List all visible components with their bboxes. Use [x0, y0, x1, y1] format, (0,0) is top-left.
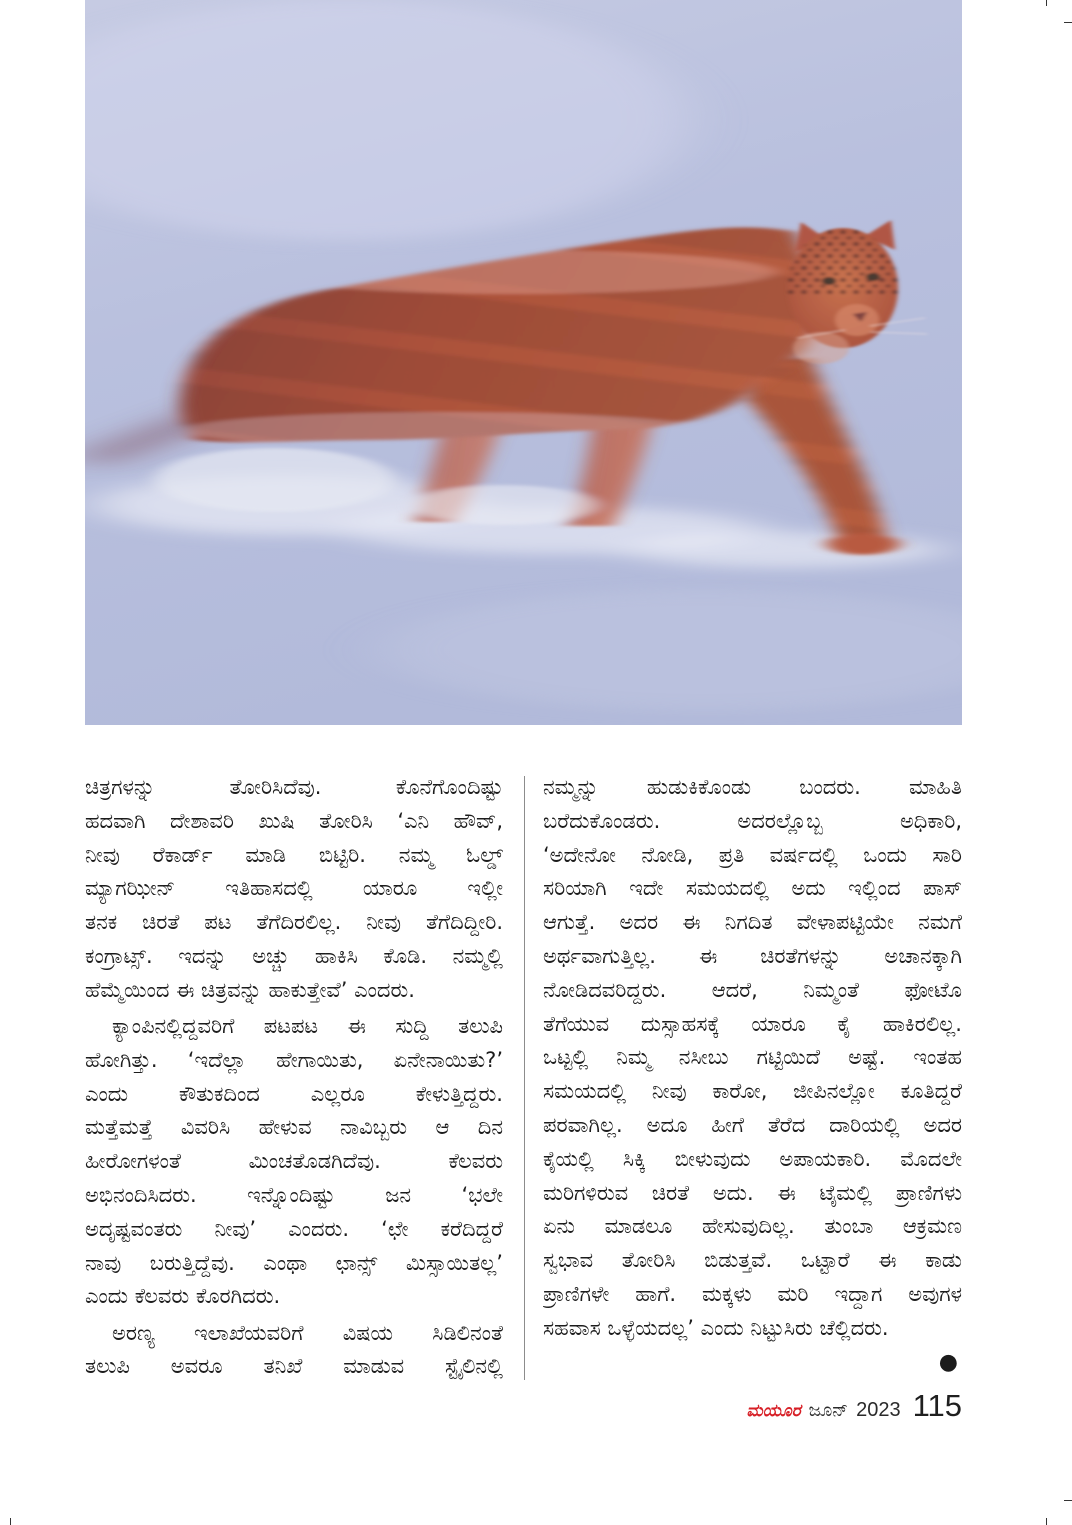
- paragraph: [85, 771, 503, 1008]
- text-line: ಅದೃಷ್ಟವಂತರು ನೀವು’ ಎಂದರು. ‘ಛೇ ಕರೆದಿದ್ದರೆ: [85, 1216, 503, 1241]
- text-column-left: [85, 771, 503, 1384]
- text-line: ಬರೆದುಕೊಂಡರು. ಅದರಲ್ಲೊಬ್ಬ ಅಧಿಕಾರಿ,: [543, 808, 962, 833]
- text-line: ನೋಡಿದವರಿದ್ದರು. ಆದರೆ, ನಿಮ್ಮಂತೆ ಫೋಟೊ: [543, 977, 962, 1002]
- text-line: ಒಟ್ಟಲ್ಲಿ ನಿಮ್ಮ ನಸೀಬು ಗಟ್ಟಿಯಿದೆ ಅಷ್ಟೆ. ಇಂತಹ: [543, 1045, 962, 1070]
- page-number: 115: [912, 1388, 962, 1423]
- text-line: ಹದವಾಗಿ ದೇಶಾವರಿ ಖುಷಿ ತೋರಿಸಿ ‘ಎನಿ ಹೌವ್,: [85, 808, 503, 833]
- text-line: ತಲುಪಿ ಅವರೂ ತನಿಖೆ ಮಾಡುವ ಸ್ಟೈಲಿನಲ್ಲಿ: [85, 1354, 503, 1379]
- crop-mark: [1046, 0, 1047, 6]
- text-line: ಚಿತ್ರಗಳನ್ನು ತೋರಿಸಿದೆವು. ಕೊನೆಗೊಂದಿಷ್ಟು: [85, 775, 503, 799]
- text-line: ಅರ್ಥವಾಗುತ್ತಿಲ್ಲ. ಈ ಚಿರತೆಗಳನ್ನು ಅಚಾನಕ್ಕಾಗಿ: [543, 943, 962, 968]
- text-line: ಸಮಯದಲ್ಲಿ ನೀವು ಕಾರೋ, ಜೀಪಿನಲ್ಲೋ ಕೂತಿದ್ದರೆ: [543, 1079, 962, 1104]
- issue-month: ಜೂನ್: [808, 1400, 849, 1421]
- text-line: ಏನು ಮಾಡಲೂ ಹೇಸುವುದಿಲ್ಲ. ತುಂಬಾ ಆಕ್ರಮಣ: [543, 1214, 962, 1239]
- magazine-logo: ಮಯೂರ: [746, 1401, 801, 1421]
- text-line: ಅರಣ್ಯ ಇಲಾಖೆಯವರಿಗೆ ವಿಷಯ ಸಿಡಿಲಿನಂತೆ: [112, 1320, 503, 1345]
- text-line: ಮತ್ತೆಮತ್ತೆ ವಿವರಿಸಿ ಹೇಳುವ ನಾವಿಬ್ಬರು ಆ ದಿನ: [85, 1115, 503, 1140]
- leopard-photo: [85, 0, 962, 725]
- crop-mark: [1064, 1500, 1072, 1501]
- text-line: ಸಹವಾಸ ಒಳ್ಳೆಯದಲ್ಲ’ ಎಂದು ನಿಟ್ಟುಸಿರು ಚೆಲ್ಲಿದರು.: [543, 1315, 889, 1340]
- text-line: ಆಗುತ್ತೆ. ಅದರ ಈ ನಿಗದಿತ ವೇಳಾಪಟ್ಟಿಯೇ ನಮಗೆ: [543, 910, 962, 935]
- text-line: ಎಂದು ಕೆಲವರು ಕೊರಗಿದರು.: [85, 1284, 281, 1309]
- text-line: ನಮ್ಮನ್ನು ಹುಡುಕಿಕೊಂಡು ಬಂದರು. ಮಾಹಿತಿ: [543, 775, 962, 799]
- text-line: ಕಂಗ್ರಾಟ್ಸ್. ಇದನ್ನು ಅಚ್ಚು ಹಾಕಿಸಿ ಕೊಡಿ. ನಮ್ಮಲ್ಲಿ: [85, 943, 503, 968]
- article-end-mark: ●: [938, 1349, 958, 1375]
- text-line: ಪರವಾಗಿಲ್ಲ. ಅದೂ ಹೀಗೆ ತೆರೆದ ದಾರಿಯಲ್ಲಿ ಅದರ: [543, 1112, 962, 1137]
- paragraph: [543, 771, 962, 1346]
- text-line: ಕೈಯಲ್ಲಿ ಸಿಕ್ಕಿ ಬೀಳುವುದು ಅಪಾಯಕಾರಿ. ಮೊದಲೇ: [543, 1146, 962, 1171]
- text-line: ಸ್ವಭಾವ ತೋರಿಸಿ ಬಿಡುತ್ತವೆ. ಒಟ್ಟಾರೆ ಈ ಕಾಡು: [543, 1248, 962, 1273]
- text-line: ನಾವು ಬರುತ್ತಿದ್ದೆವು. ಎಂಥಾ ಛಾನ್ಸ್ ಮಿಸ್ಸಾಯಿತಲ್ಲ’: [85, 1250, 503, 1275]
- text-line: ತನಕ ಚಿರತೆ ಪಟ ತೆಗೆದಿರಲಿಲ್ಲ. ನೀವು ತೆಗೆದಿದ್ದೀರಿ.: [85, 910, 503, 935]
- text-line: ಮರಿಗಳಿರುವ ಚಿರತೆ ಅದು. ಈ ಟೈಮಲ್ಲಿ ಪ್ರಾಣಿಗಳು: [543, 1180, 962, 1205]
- text-column-right: [543, 771, 962, 1379]
- text-line: ‘ಅದೇನೋ ನೋಡಿ, ಪ್ರತಿ ವರ್ಷದಲ್ಲಿ ಒಂದು ಸಾರಿ: [543, 842, 962, 867]
- paragraph: [85, 1317, 503, 1385]
- text-line: ಕ್ಯಾಂಪಿನಲ್ಲಿದ್ದವರಿಗೆ ಪಟಪಟ ಈ ಸುದ್ದಿ ತಲುಪಿ: [112, 1013, 503, 1038]
- text-line: ತೆಗೆಯುವ ದುಸ್ಸಾಹಸಕ್ಕೆ ಯಾರೂ ಕೈ ಹಾಕಿರಲಿಲ್ಲ.: [543, 1011, 962, 1036]
- text-line: ಸರಿಯಾಗಿ ಇದೇ ಸಮಯದಲ್ಲಿ ಅದು ಇಲ್ಲಿಂದ ಪಾಸ್: [543, 876, 962, 901]
- text-line: ಮ್ಯಾಗಝೀನ್ ಇತಿಹಾಸದಲ್ಲಿ ಯಾರೂ ಇಲ್ಲೀ: [85, 876, 503, 901]
- text-line: ಹೋಗಿತ್ತು. ‘ಇದೆಲ್ಲಾ ಹೇಗಾಯಿತು, ಏನೇನಾಯಿತು?’: [85, 1047, 503, 1072]
- crop-mark: [1046, 1518, 1047, 1525]
- crop-mark: [1064, 22, 1072, 23]
- issue-year: 2023: [856, 1399, 901, 1421]
- text-line: ನೀವು ರೆಕಾರ್ಡ್ ಮಾಡಿ ಬಿಟ್ಟಿರಿ. ನಮ್ಮ ಓಲ್ಡ್: [85, 842, 503, 867]
- text-line: ಅಭಿನಂದಿಸಿದರು. ಇನ್ನೊಂದಿಷ್ಟು ಜನ ‘ಭಲೇ: [85, 1182, 503, 1207]
- text-line: ಹೆಮ್ಮೆಯಿಂದ ಈ ಚಿತ್ರವನ್ನು ಹಾಕುತ್ತೇವೆ’ ಎಂದರು.: [85, 977, 415, 1002]
- page-footer: [746, 1388, 962, 1424]
- text-line: ಎಂದು ಕೌತುಕದಿಂದ ಎಲ್ಲರೂ ಕೇಳುತ್ತಿದ್ದರು.: [85, 1081, 503, 1106]
- text-line: ಹೀರೋಗಳಂತೆ ಮಿಂಚತೊಡಗಿದೆವು. ಕೆಲವರು: [85, 1149, 503, 1174]
- column-divider: [524, 776, 525, 1380]
- text-line: ಪ್ರಾಣಿಗಳೇ ಹಾಗೆ. ಮಕ್ಕಳು ಮರಿ ಇದ್ದಾಗ ಅವುಗಳ: [543, 1281, 962, 1306]
- crop-mark: [10, 1518, 11, 1525]
- paragraph: [85, 1010, 503, 1314]
